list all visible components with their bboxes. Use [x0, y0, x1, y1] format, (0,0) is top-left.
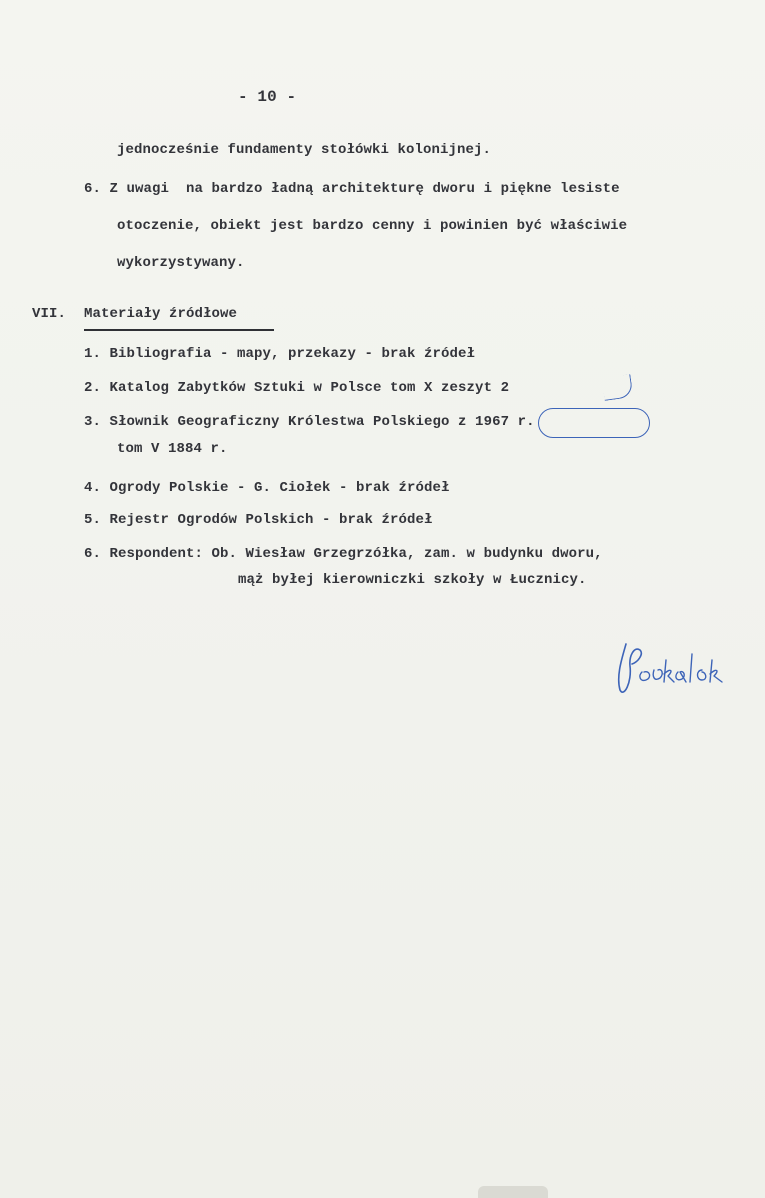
paragraph-6-line-3: wykorzystywany.: [117, 255, 245, 271]
page-edge-mark: [478, 1186, 548, 1198]
page-number: - 10 -: [238, 88, 297, 106]
source-item-2: 2. Katalog Zabytków Sztuki w Polsce tom X zeszyt 2: [84, 380, 510, 396]
paragraph-6-line-2: otoczenie, obiekt jest bardzo cenny i powinien być właściwie: [117, 218, 628, 234]
section-title: Materiały źródłowe: [84, 306, 238, 322]
source-item-1: 1. Bibliografia - mapy, przekazy - brak źródeł: [84, 346, 476, 362]
source-item-6: 6. Respondent: Ob. Wiesław Grzegrzółka, zam. w budynku dworu,: [84, 546, 603, 562]
paragraph-6-line-1: 6. Z uwagi na bardzo ładną architekturę dworu i piękne lesiste: [84, 181, 620, 197]
text-line: jednocześnie fundamenty stołówki kolonijnej.: [117, 142, 492, 158]
section-number: VII.: [32, 306, 67, 322]
source-item-5: 5. Rejestr Ogrodów Polskich - brak źródeł: [84, 512, 433, 528]
source-item-6-continued: mąż byłej kierowniczki szkoły w Łucznicy.: [238, 572, 587, 588]
pen-circle-annotation: [538, 408, 650, 438]
source-item-4: 4. Ogrody Polskie - G. Ciołek - brak źródeł: [84, 480, 450, 496]
handwritten-signature: [608, 636, 738, 700]
pen-mark-arc: [602, 374, 634, 401]
source-item-3-continued: tom V 1884 r.: [117, 441, 228, 457]
source-item-3: 3. Słownik Geograficzny Królestwa Polskiego z 1967 r.: [84, 414, 535, 430]
section-title-underline: [84, 329, 274, 331]
